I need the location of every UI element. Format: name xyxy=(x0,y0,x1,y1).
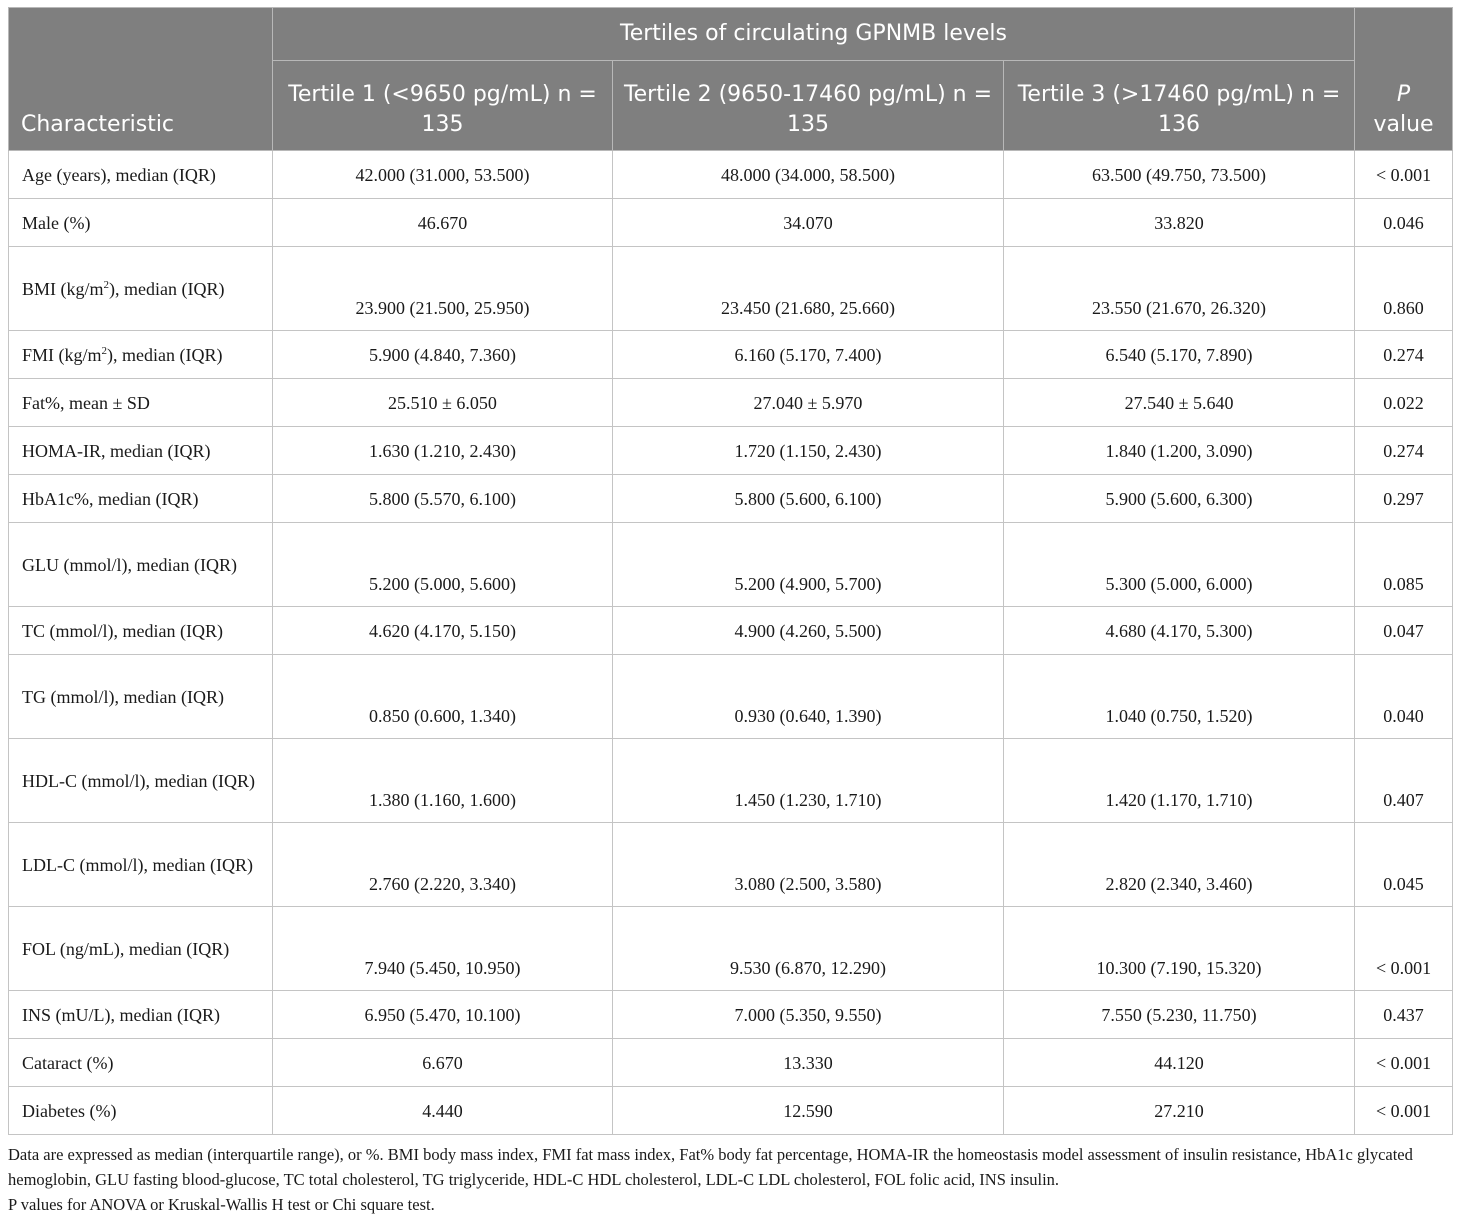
table-row xyxy=(9,247,1453,331)
cell-tertile-2: 1.720 (1.150, 2.430) xyxy=(613,427,1004,475)
cell-tertile-3: 5.300 (5.000, 6.000) xyxy=(1004,523,1355,607)
row-label: TC (mmol/l), median (IQR) xyxy=(9,607,273,655)
cell-p-value: < 0.001 xyxy=(1355,1087,1453,1135)
cell-tertile-3: 4.680 (4.170, 5.300) xyxy=(1004,607,1355,655)
cell-p-value: 0.047 xyxy=(1355,607,1453,655)
cell-tertile-3: 44.120 xyxy=(1004,1039,1355,1087)
cell-tertile-3: 33.820 xyxy=(1004,199,1355,247)
row-label: Cataract (%) xyxy=(9,1039,273,1087)
table-row xyxy=(9,151,1453,199)
row-label: Fat%, mean ± SD xyxy=(9,379,273,427)
cell-tertile-1: 0.850 (0.600, 1.340) xyxy=(273,655,613,739)
cell-tertile-1: 6.950 (5.470, 10.100) xyxy=(273,991,613,1039)
cell-tertile-1: 42.000 (31.000, 53.500) xyxy=(273,151,613,199)
cell-tertile-1: 2.760 (2.220, 3.340) xyxy=(273,823,613,907)
header-tertile-1: Tertile 1 (<9650 pg/mL) n = 135 xyxy=(273,61,613,151)
table-row xyxy=(9,655,1453,739)
cell-tertile-3: 27.210 xyxy=(1004,1087,1355,1135)
table-footnote xyxy=(8,1142,1452,1217)
characteristics-table xyxy=(8,7,1453,1135)
cell-tertile-3: 10.300 (7.190, 15.320) xyxy=(1004,907,1355,991)
cell-tertile-2: 0.930 (0.640, 1.390) xyxy=(613,655,1004,739)
cell-tertile-1: 46.670 xyxy=(273,199,613,247)
cell-tertile-1: 25.510 ± 6.050 xyxy=(273,379,613,427)
cell-tertile-1: 5.200 (5.000, 5.600) xyxy=(273,523,613,607)
table-row xyxy=(9,907,1453,991)
header-tertile-2: Tertile 2 (9650-17460 pg/mL) n = 135 xyxy=(613,61,1004,151)
row-label: Age (years), median (IQR) xyxy=(9,151,273,199)
cell-tertile-1: 1.380 (1.160, 1.600) xyxy=(273,739,613,823)
cell-tertile-2: 5.200 (4.900, 5.700) xyxy=(613,523,1004,607)
table-row xyxy=(9,1039,1453,1087)
cell-p-value: 0.046 xyxy=(1355,199,1453,247)
cell-p-value: 0.022 xyxy=(1355,379,1453,427)
cell-tertile-2: 12.590 xyxy=(613,1087,1004,1135)
table-body xyxy=(9,151,1453,1135)
cell-tertile-2: 4.900 (4.260, 5.500) xyxy=(613,607,1004,655)
cell-p-value: 0.045 xyxy=(1355,823,1453,907)
table-row xyxy=(9,523,1453,607)
table-row xyxy=(9,823,1453,907)
cell-tertile-3: 7.550 (5.230, 11.750) xyxy=(1004,991,1355,1039)
cell-p-value: 0.297 xyxy=(1355,475,1453,523)
cell-tertile-3: 1.420 (1.170, 1.710) xyxy=(1004,739,1355,823)
cell-tertile-1: 23.900 (21.500, 25.950) xyxy=(273,247,613,331)
row-label: TG (mmol/l), median (IQR) xyxy=(9,655,273,739)
header-p-value xyxy=(1355,8,1453,151)
cell-tertile-2: 23.450 (21.680, 25.660) xyxy=(613,247,1004,331)
table-row xyxy=(9,475,1453,523)
cell-tertile-2: 34.070 xyxy=(613,199,1004,247)
table-container xyxy=(8,7,1452,1217)
row-label: LDL-C (mmol/l), median (IQR) xyxy=(9,823,273,907)
cell-p-value: 0.274 xyxy=(1355,331,1453,379)
cell-tertile-2: 9.530 (6.870, 12.290) xyxy=(613,907,1004,991)
cell-tertile-2: 27.040 ± 5.970 xyxy=(613,379,1004,427)
row-label xyxy=(9,247,273,331)
cell-tertile-3: 63.500 (49.750, 73.500) xyxy=(1004,151,1355,199)
cell-tertile-2: 13.330 xyxy=(613,1039,1004,1087)
row-label-post: ), median (IQR) xyxy=(107,344,223,365)
table-row xyxy=(9,607,1453,655)
cell-tertile-2: 7.000 (5.350, 9.550) xyxy=(613,991,1004,1039)
cell-tertile-1: 5.800 (5.570, 6.100) xyxy=(273,475,613,523)
cell-tertile-3: 2.820 (2.340, 3.460) xyxy=(1004,823,1355,907)
footnote-tests: P values for ANOVA or Kruskal-Wallis H test or Chi square test. xyxy=(8,1195,435,1214)
cell-tertile-3: 23.550 (21.670, 26.320) xyxy=(1004,247,1355,331)
cell-tertile-2: 5.800 (5.600, 6.100) xyxy=(613,475,1004,523)
cell-tertile-2: 3.080 (2.500, 3.580) xyxy=(613,823,1004,907)
table-row xyxy=(9,379,1453,427)
row-label: INS (mU/L), median (IQR) xyxy=(9,991,273,1039)
table-row xyxy=(9,331,1453,379)
row-label: HOMA-IR, median (IQR) xyxy=(9,427,273,475)
cell-tertile-3: 6.540 (5.170, 7.890) xyxy=(1004,331,1355,379)
row-label: Diabetes (%) xyxy=(9,1087,273,1135)
header-p-word: value xyxy=(1373,112,1434,137)
row-label: FOL (ng/mL), median (IQR) xyxy=(9,907,273,991)
cell-tertile-2: 1.450 (1.230, 1.710) xyxy=(613,739,1004,823)
cell-p-value: 0.040 xyxy=(1355,655,1453,739)
footnote-abbreviations: Data are expressed as median (interquartile range), or %. BMI body mass index, FMI fat mass index, Fat% body fat percentage, HOMA-IR the homeostasis model assessment of insulin resistance, HbA1c glycated hemoglobin, GLU fasting blood-glucose, TC total cholesterol, TG triglyceride, HDL-C HDL cholesterol, LDL-C LDL cholesterol, FOL folic acid, INS insulin. xyxy=(8,1145,1413,1189)
row-label: GLU (mmol/l), median (IQR) xyxy=(9,523,273,607)
cell-tertile-3: 5.900 (5.600, 6.300) xyxy=(1004,475,1355,523)
row-label-post: ), median (IQR) xyxy=(109,278,225,299)
row-label-pre: FMI (kg/m xyxy=(22,344,102,365)
row-label: HDL-C (mmol/l), median (IQR) xyxy=(9,739,273,823)
table-row xyxy=(9,427,1453,475)
cell-p-value: < 0.001 xyxy=(1355,151,1453,199)
row-label-pre: BMI (kg/m xyxy=(22,278,104,299)
cell-p-value: < 0.001 xyxy=(1355,907,1453,991)
table-row xyxy=(9,1087,1453,1135)
cell-tertile-1: 1.630 (1.210, 2.430) xyxy=(273,427,613,475)
cell-p-value: < 0.001 xyxy=(1355,1039,1453,1087)
cell-tertile-1: 4.620 (4.170, 5.150) xyxy=(273,607,613,655)
row-label: HbA1c%, median (IQR) xyxy=(9,475,273,523)
table-header xyxy=(9,8,1453,151)
header-group-title: Tertiles of circulating GPNMB levels xyxy=(273,8,1355,61)
cell-p-value: 0.437 xyxy=(1355,991,1453,1039)
cell-tertile-3: 27.540 ± 5.640 xyxy=(1004,379,1355,427)
table-row xyxy=(9,739,1453,823)
cell-p-value: 0.274 xyxy=(1355,427,1453,475)
table-row xyxy=(9,199,1453,247)
cell-tertile-1: 6.670 xyxy=(273,1039,613,1087)
header-characteristic: Characteristic xyxy=(9,8,273,151)
table-row xyxy=(9,991,1453,1039)
cell-p-value: 0.860 xyxy=(1355,247,1453,331)
cell-tertile-3: 1.040 (0.750, 1.520) xyxy=(1004,655,1355,739)
cell-tertile-3: 1.840 (1.200, 3.090) xyxy=(1004,427,1355,475)
cell-tertile-2: 6.160 (5.170, 7.400) xyxy=(613,331,1004,379)
header-p-letter: P xyxy=(1396,82,1411,107)
row-label: Male (%) xyxy=(9,199,273,247)
row-label xyxy=(9,331,273,379)
cell-tertile-1: 5.900 (4.840, 7.360) xyxy=(273,331,613,379)
header-tertile-3: Tertile 3 (>17460 pg/mL) n = 136 xyxy=(1004,61,1355,151)
cell-tertile-2: 48.000 (34.000, 58.500) xyxy=(613,151,1004,199)
cell-p-value: 0.085 xyxy=(1355,523,1453,607)
cell-tertile-1: 7.940 (5.450, 10.950) xyxy=(273,907,613,991)
cell-p-value: 0.407 xyxy=(1355,739,1453,823)
row-label-sup: 2 xyxy=(103,278,110,291)
cell-tertile-1: 4.440 xyxy=(273,1087,613,1135)
row-label-sup: 2 xyxy=(101,344,108,357)
